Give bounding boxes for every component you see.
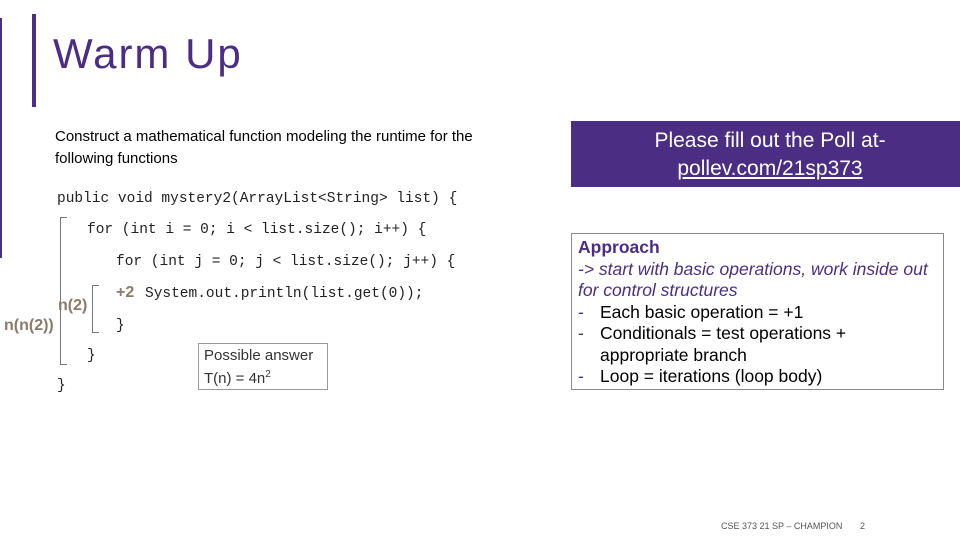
approach-item: - Each basic operation = +1 [578,301,804,322]
poll-banner [571,121,960,187]
answer-exponent: 2 [265,369,271,380]
footer-course: CSE 373 21 SP – CHAMPION [721,521,843,531]
approach-item: - Loop = iterations (loop body) [578,366,823,386]
code-close-inner: } [116,318,125,334]
prompt-text: Construct a mathematical function modeling the runtime for the following functions [55,128,473,167]
outer-loop-bracket [60,217,67,365]
approach-box [571,233,944,390]
side-accent-bar [0,18,2,258]
page-number: 2 [860,521,866,531]
code-line-outer-loop: for (int i = 0; i < list.size(); i++) { [87,222,427,238]
slide-title: Warm Up [53,30,243,77]
inner-loop-bracket [92,285,99,333]
code-close-outer: } [87,348,96,364]
approach-heading: Approach [578,237,660,257]
approach-intro: -> start with basic operations, work inside out for control structures [578,258,928,300]
answer-formula: $T(n) = 4n^2$ [204,369,271,387]
code-close-method: } [57,378,66,394]
code-line-inner-loop: for (int j = 0; j < list.size(); j++) { [116,254,456,270]
poll-link[interactable]: pollev.com/21sp373 [677,157,863,180]
plus-two-annotation: +2 [116,284,135,301]
poll-text: Please fill out the Poll at- [654,129,886,152]
approach-item: - Conditionals = test operations + appropriate branch [578,323,847,365]
possible-answer-box [198,343,328,390]
title-accent-bar [32,14,36,107]
outer-loop-annotation: n(n(2)) [4,317,54,334]
answer-label: Possible answer [204,347,314,364]
code-line-signature: public void mystery2(ArrayList<String> list) { [57,191,458,207]
inner-loop-annotation: n(2) [58,297,88,314]
code-line-print: System.out.println(list.get(0)); [145,286,424,302]
